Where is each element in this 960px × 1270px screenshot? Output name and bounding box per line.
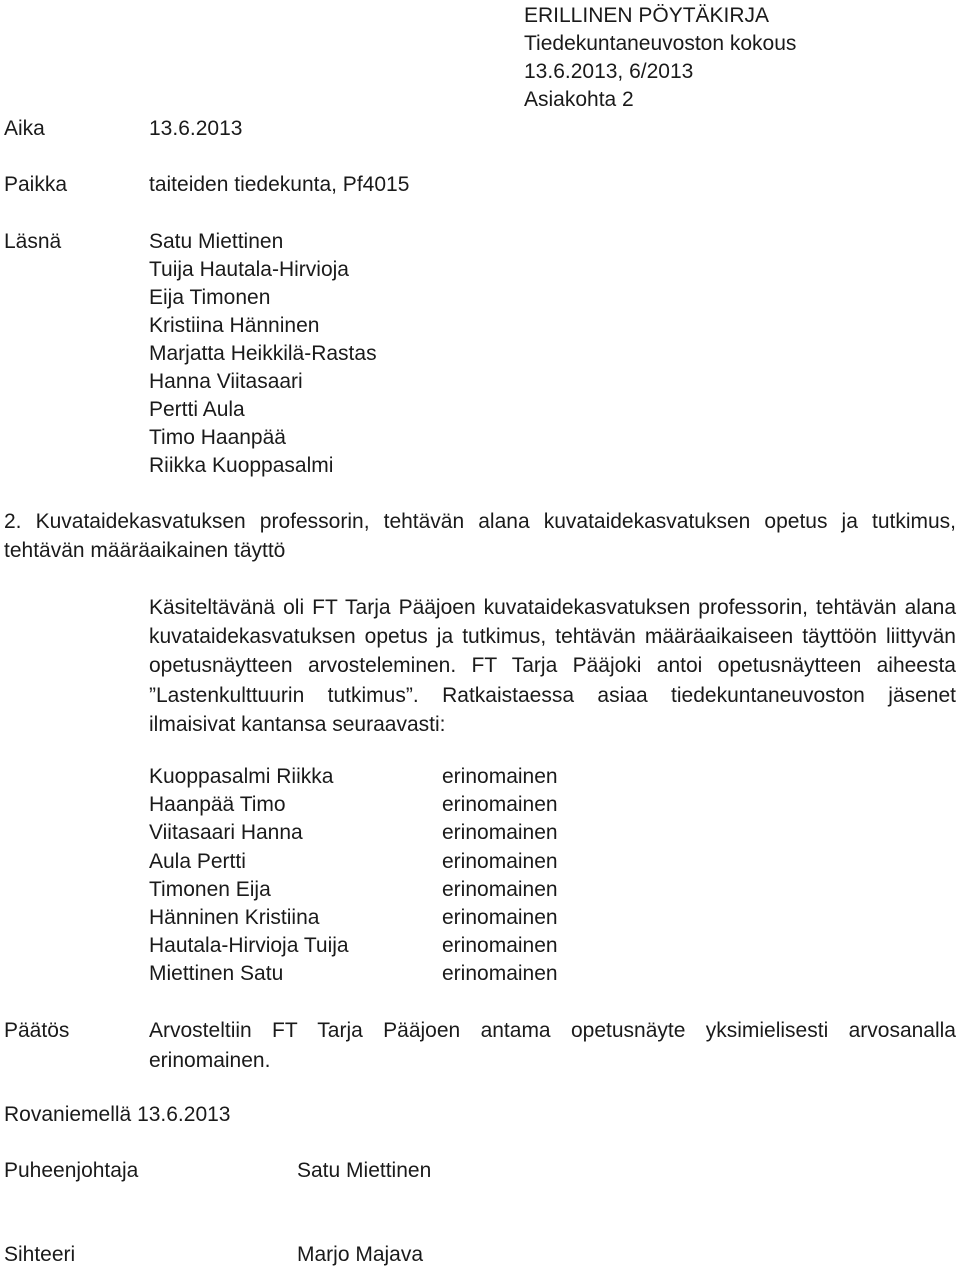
vote-grade: erinomainen [442, 793, 558, 817]
vote-row [149, 960, 558, 988]
time-label: Aika [4, 117, 45, 140]
attendee: Timo Haanpää [149, 426, 286, 449]
vote-row [149, 763, 558, 791]
vote-row [149, 904, 558, 932]
voter-name: Kuoppasalmi Riikka [149, 765, 334, 788]
document-header [524, 2, 944, 114]
time-value: 13.6.2013 [149, 117, 243, 140]
meeting-date-number: 13.6.2013, 6/2013 [524, 60, 694, 83]
vote-grade: erinomainen [442, 934, 558, 958]
vote-grade: erinomainen [442, 765, 558, 788]
attendee: Marjatta Heikkilä-Rastas [149, 342, 377, 365]
secretary-label: Sihteeri [4, 1243, 76, 1266]
vote-grade: erinomainen [442, 877, 558, 901]
vote-grade: erinomainen [442, 905, 558, 929]
document-type: ERILLINEN PÖYTÄKIRJA [524, 4, 770, 27]
vote-grade: erinomainen [442, 849, 558, 873]
vote-row [149, 876, 558, 904]
voter-name: Aula Pertti [149, 849, 246, 873]
vote-row [149, 791, 558, 819]
place-label: Paikka [4, 173, 68, 196]
place-value: taiteiden tiedekunta, Pf4015 [149, 173, 410, 196]
decision-text: Arvosteltiin FT Tarja Pääjoen antama opetusnäyte yksimielisesti arvosanalla erinomainen. [149, 1019, 956, 1072]
chair-name: Satu Miettinen [297, 1159, 432, 1182]
attendee-list [149, 228, 377, 480]
voter-name: Timonen Eija [149, 877, 271, 901]
attendee: Kristiina Hänninen [149, 314, 320, 337]
attendee: Eija Timonen [149, 286, 271, 309]
attendee: Tuija Hautala-Hirvioja [149, 258, 349, 281]
vote-row [149, 819, 558, 847]
agenda-item: Asiakohta 2 [524, 88, 634, 111]
present-label: Läsnä [4, 230, 62, 253]
vote-grade: erinomainen [442, 962, 558, 986]
item-heading: 2. Kuvataidekasvatuksen professorin, tehtävän alana kuvataidekasvatuksen opetus ja tutkimus, tehtävän määräaikainen täyttö [4, 510, 956, 562]
attendee: Satu Miettinen [149, 230, 284, 253]
meeting-name: Tiedekuntaneuvoston kokous [524, 32, 797, 55]
item-body: Käsiteltävänä oli FT Tarja Pääjoen kuvataidekasvatuksen professorin, tehtävän alana kuvataidekasvatuksen opetus ja tutkimus, tehtävän määräaikaiseen täyttöön liittyvän opetusnäytteen arvosteleminen. FT Tarja Pääjoki antoi opetusnäytteen aiheesta ”Lastenkulttuurin tutkimus”. Ratkaistaessa asiaa tiedekuntaneuvoston jäsenet ilmaisivat kantansa seuraavasti: [149, 596, 956, 736]
decision-label: Päätös [4, 1019, 70, 1042]
attendee: Hanna Viitasaari [149, 370, 303, 393]
vote-row [149, 932, 558, 960]
voter-name: Viitasaari Hanna [149, 821, 303, 845]
votes-list [149, 763, 558, 989]
voter-name: Miettinen Satu [149, 962, 284, 986]
secretary-name: Marjo Majava [297, 1243, 424, 1266]
attendee: Riikka Kuoppasalmi [149, 454, 334, 477]
attendee: Pertti Aula [149, 398, 245, 421]
voter-name: Haanpää Timo [149, 793, 286, 817]
voter-name: Hautala-Hirvioja Tuija [149, 934, 349, 958]
chair-label: Puheenjohtaja [4, 1159, 139, 1182]
place-date: Rovaniemellä 13.6.2013 [4, 1103, 231, 1126]
vote-grade: erinomainen [442, 821, 558, 845]
vote-row [149, 848, 558, 876]
voter-name: Hänninen Kristiina [149, 905, 320, 929]
